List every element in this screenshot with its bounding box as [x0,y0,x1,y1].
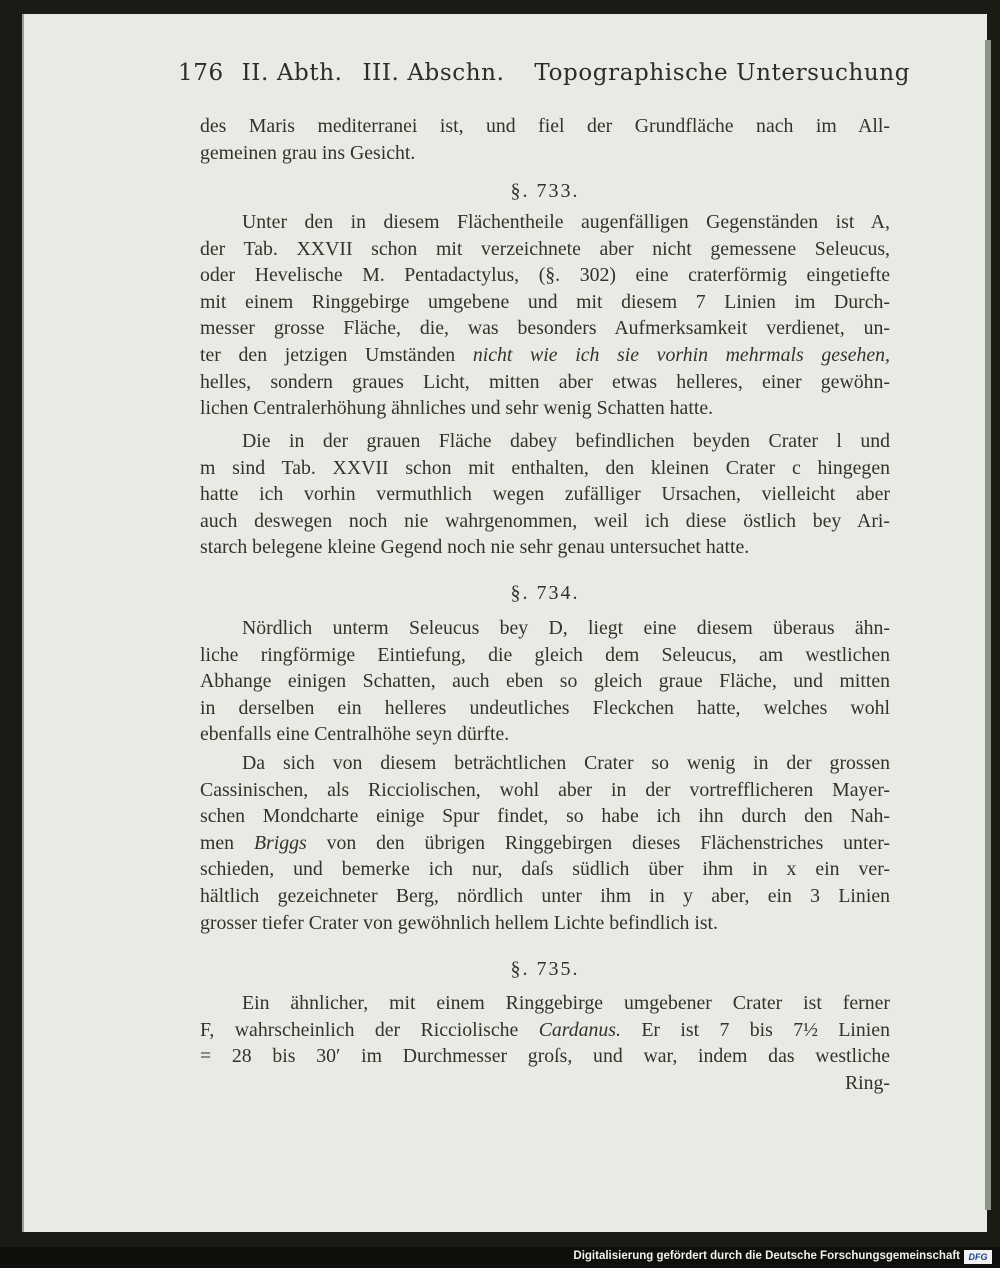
italic-word: Cardanus. [538,1018,621,1041]
text-line: schieden, und bemerke ich nur, daſs südlich über ihm in x ein ver- [200,858,890,881]
header-abth: II. Abth. [241,60,343,86]
text-line: hältlich gezeichneter Berg, nördlich unter ihm in y aber, ein 3 Linien [200,884,890,907]
catchword: Ring- [844,1071,890,1094]
text-line: oder Hevelische M. Pentadactylus, (§. 302) eine craterförmig eingetiefte [200,264,890,287]
italic-word: Briggs [253,831,307,854]
text-line: Da sich von diesem beträchtlichen Crater so wenig in der grossen [242,752,890,774]
text-line [200,342,890,369]
text-line: des Maris mediterranei ist, und fiel der Grundfläche nach im All- [200,115,890,137]
text-fragment: ter den jetzigen Umständen [200,343,456,366]
paragraph-735 [200,990,890,1096]
text-line [200,1017,890,1044]
text-fragment: F, wahrscheinlich der Ricciolische [200,1018,519,1041]
text-line: m sind Tab. XXVII schon mit enthalten, den kleinen Crater c hingegen [200,456,890,479]
text-line: helles, sondern graues Licht, mitten aber etwas helleres, einer gewöhn- [200,370,890,393]
italic-phrase: nicht wie ich sie vorhin mehrmals gesehen, [472,343,890,366]
text-line: Cassinischen, als Ricciolischen, wohl aber in der vortrefflicheren Mayer- [200,778,890,801]
text-line: gemeinen grau ins Gesicht. [200,141,416,164]
page-edge [985,40,991,1210]
funding-credit: Digitalisierung gefördert durch die Deutsche Forschungsgemeinschaft [573,1250,960,1262]
text-line: messer grosse Fläche, die, was besonders Aufmerksamkeit verdienet, un- [200,317,890,340]
text-line: auch deswegen noch nie wahrgenommen, weil ich diese östlich bey Ari- [200,509,890,532]
text-line: Ein ähnlicher, mit einem Ringgebirge umgebener Crater ist ferner [242,992,890,1014]
text-line: grosser tiefer Crater von gewöhnlich hellem Lichte befindlich ist. [200,911,718,934]
footer-bar [0,1247,1000,1268]
text-line: schen Mondcharte einige Spur findet, so habe ich ihn durch den Nah- [200,805,890,828]
paragraph-continuation [200,113,890,166]
paragraph-734-b [200,750,890,936]
text-line: Nördlich unterm Seleucus bey D, liegt eine diesem überaus ähn- [242,617,890,639]
text-line: in derselben ein helleres undeutliches Fleckchen hatte, welches wohl [200,696,890,719]
text-line: = 28 bis 30′ im Durchmesser groſs, und war, indem das westliche [200,1045,890,1068]
text-line: Die in der grauen Fläche dabey befindlichen beyden Crater l und [242,430,890,452]
paragraph-733 [200,209,890,422]
text-line: ebenfalls eine Centralhöhe seyn dürfte. [200,723,510,746]
text-line: Abhange einigen Schatten, auch eben so gleich graue Fläche, und mitten [200,670,890,693]
section-heading-735: §. 735. [510,958,580,980]
running-header [178,60,911,100]
text-fragment: von den übrigen Ringgebirgen dieses Flächenstriches unter- [326,831,890,854]
text-line: lichen Centralerhöhung ähnliches und sehr wenig Schatten hatte. [200,397,714,420]
dfg-logo: DFG [964,1250,992,1264]
text-line: Unter den in diesem Flächentheile augenfälligen Gegenständen ist A, [242,211,890,233]
text-fragment: Er ist 7 bis 7½ Linien [641,1018,890,1041]
text-line: starch belegene kleine Gegend noch nie sehr genau untersuchet hatte. [200,536,750,559]
page-number: 176 [178,60,224,86]
text-line: der Tab. XXVII schon mit verzeichnete aber nicht gemessene Seleucus, [200,237,890,260]
paragraph-734 [200,615,890,748]
paragraph-733-b [200,428,890,561]
text-line [200,830,890,857]
header-title: Topographische Untersuchung [534,60,911,86]
text-line: liche ringförmige Eintiefung, die gleich dem Seleucus, am westlichen [200,643,890,666]
section-heading-733: §. 733. [510,180,580,202]
text-line: hatte ich vorhin vermuthlich wegen zufälliger Ursachen, vielleicht aber [200,483,890,506]
text-line: mit einem Ringgebirge umgebene und mit diesem 7 Linien im Durch- [200,290,890,313]
section-heading-734: §. 734. [510,582,580,604]
header-abschn: III. Abschn. [362,60,505,86]
text-fragment: men [200,831,235,854]
